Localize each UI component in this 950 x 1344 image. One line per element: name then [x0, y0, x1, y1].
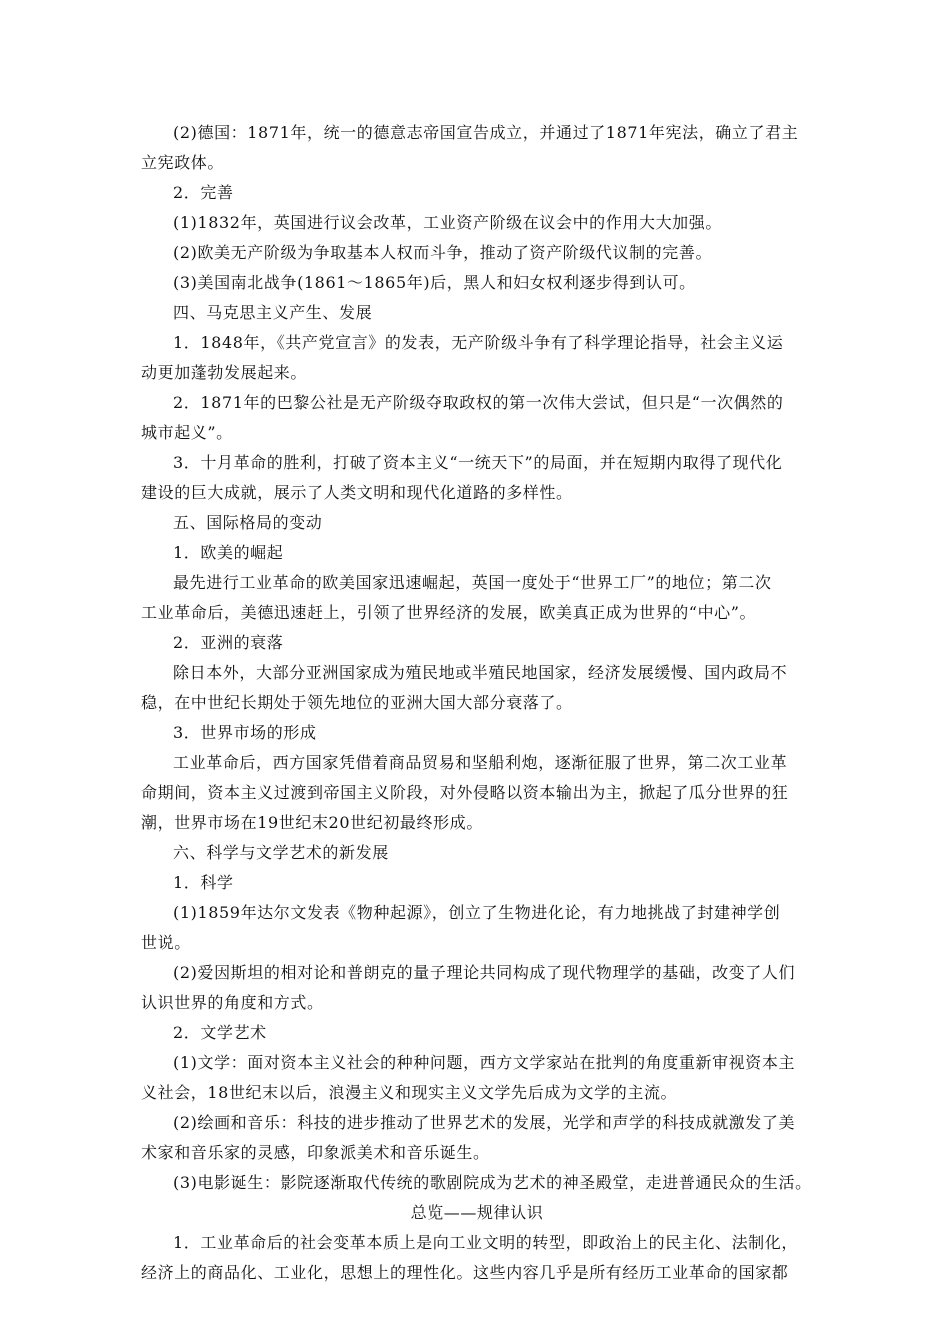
text-line: 六、科学与文学艺术的新发展 [173, 843, 389, 862]
text-line: 潮，世界市场在19世纪末20世纪初最终形成。 [141, 813, 483, 832]
text-line: 稳，在中世纪长期处于领先地位的亚洲大国大部分衰落了。 [141, 693, 573, 712]
text-line: 工业革命后，美德迅速赶上，引领了世界经济的发展，欧美真正成为世界的“中心”。 [141, 603, 757, 622]
text-line: 工业革命后，西方国家凭借着商品贸易和坚船利炮，逐渐征服了世界，第二次工业革 [173, 753, 788, 772]
text-line: 建设的巨大成就，展示了人类文明和现代化道路的多样性。 [141, 483, 573, 502]
text-line: (2)爱因斯坦的相对论和普朗克的量子理论共同构成了现代物理学的基础，改变了人们 [173, 963, 796, 982]
text-line: 1．科学 [173, 873, 234, 892]
text-line: 义社会，18世纪末以后，浪漫主义和现实主义文学先后成为文学的主流。 [141, 1083, 678, 1102]
text-line: (1)1832年，英国进行议会改革，工业资产阶级在议会中的作用大大加强。 [173, 213, 722, 232]
text-line: (2)德国：1871年，统一的德意志帝国宣告成立，并通过了1871年宪法，确立了君主 [173, 123, 799, 142]
text-line: 四、马克思主义产生、发展 [173, 303, 373, 322]
text-line: 城市起义”。 [141, 423, 233, 442]
text-line: 1．欧美的崛起 [173, 543, 284, 562]
document-page [141, 118, 813, 1288]
text-line: 最先进行工业革命的欧美国家迅速崛起，英国一度处于“世界工厂”的地位；第二次 [173, 573, 772, 592]
text-line: 除日本外，大部分亚洲国家成为殖民地或半殖民地国家，经济发展缓慢、国内政局不 [173, 663, 788, 682]
text-line: 术家和音乐家的灵感，印象派美术和音乐诞生。 [141, 1143, 490, 1162]
text-line: (3)电影诞生：影院逐渐取代传统的歌剧院成为艺术的神圣殿堂，走进普通民众的生活。 [173, 1173, 812, 1192]
text-line: 经济上的商品化、工业化，思想上的理性化。这些内容几乎是所有经历工业革命的国家都 [141, 1263, 789, 1282]
text-line: 2．完善 [173, 183, 234, 202]
text-line: 3．十月革命的胜利，打破了资本主义“一统天下”的局面，并在短期内取得了现代化 [173, 453, 783, 472]
text-line: 认识世界的角度和方式。 [141, 993, 324, 1012]
text-line: 动更加蓬勃发展起来。 [141, 363, 308, 382]
text-line: 2．1871年的巴黎公社是无产阶级夺取政权的第一次伟大尝试，但只是“一次偶然的 [173, 393, 784, 412]
text-line: (2)绘画和音乐：科技的进步推动了世界艺术的发展，光学和声学的科技成就激发了美 [173, 1113, 796, 1132]
text-line: 2．亚洲的衰落 [173, 633, 284, 652]
text-line: 命期间，资本主义过渡到帝国主义阶段，对外侵略以资本输出为主，掀起了瓜分世界的狂 [141, 783, 789, 802]
text-line: (2)欧美无产阶级为争取基本人权而斗争，推动了资产阶级代议制的完善。 [173, 243, 713, 262]
text-line: 1．工业革命后的社会变革本质上是向工业文明的转型，即政治上的民主化、法制化， [173, 1233, 798, 1252]
text-line: 1．1848年，《共产党宣言》的发表，无产阶级斗争有了科学理论指导，社会主义运 [173, 333, 784, 352]
text-line: 世说。 [141, 933, 191, 952]
text-line: (3)美国南北战争(1861～1865年)后，黑人和妇女权利逐步得到认可。 [173, 273, 696, 292]
text-line: 五、国际格局的变动 [173, 513, 323, 532]
section-heading: 总览——规律认识 [410, 1203, 544, 1222]
text-line: (1)文学：面对资本主义社会的种种问题，西方文学家站在批判的角度重新审视资本主 [173, 1053, 796, 1072]
text-line: 3．世界市场的形成 [173, 723, 317, 742]
text-line: (1)1859年达尔文发表《物种起源》，创立了生物进化论，有力地挑战了封建神学创 [173, 903, 781, 922]
text-line: 2．文学艺术 [173, 1023, 267, 1042]
text-line: 立宪政体。 [141, 153, 225, 172]
